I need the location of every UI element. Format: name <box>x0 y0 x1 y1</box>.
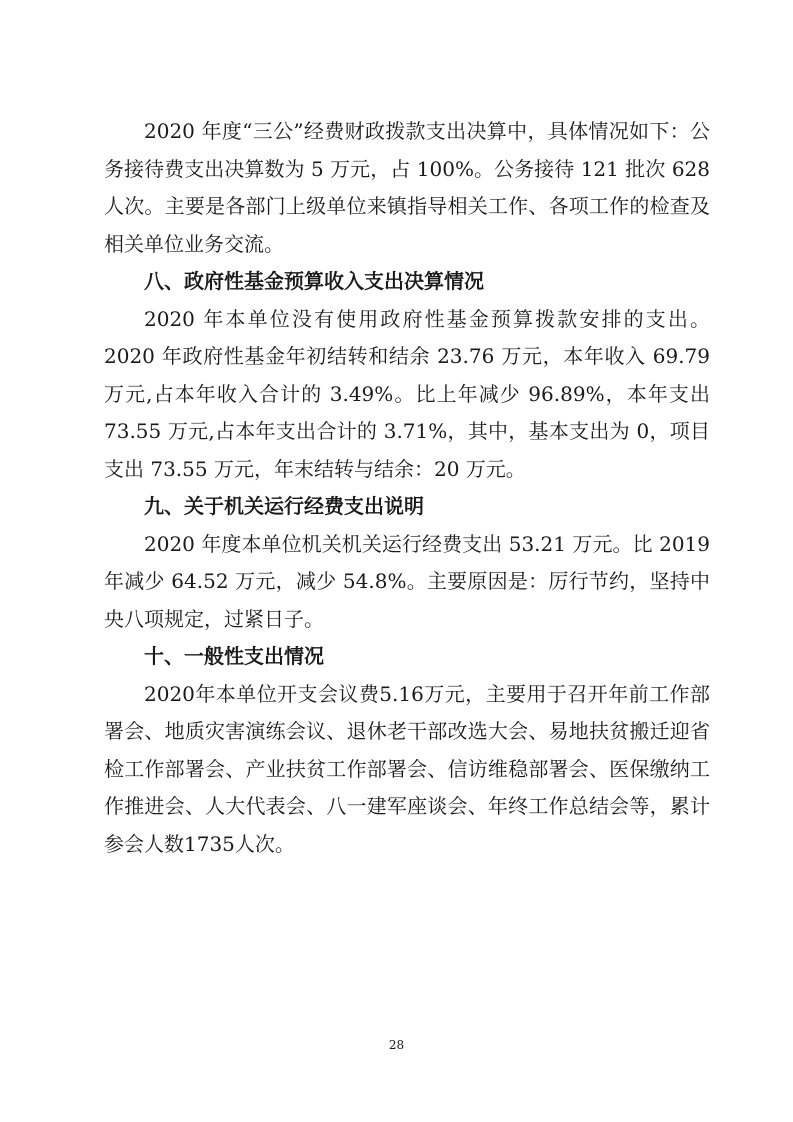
section-heading-general-expenses: 十、一般性支出情况 <box>144 644 324 668</box>
paragraph-government-fund: 2020 年本单位没有使用政府性基金预算拨款安排的支出。2020 年政府性基金年初结转和结余 23.76 万元，本年收入 69.79 万元,占本年收入合计的 3.49%。比上年减少 96.89%，本年支出 73.55 万元,占本年支出合计的 3.71%，其中，基本支出为 0，项目支出 73.55 万元，年末结转与结余：20 万元。 <box>104 306 710 481</box>
section-heading-government-fund: 八、政府性基金预算收入支出决算情况 <box>144 269 484 293</box>
paragraph-operating-expenses: 2020 年度本单位机关机关运行经费支出 53.21 万元。比 2019 年减少 64.52 万元，减少 54.8%。主要原因是：厉行节约，坚持中央八项规定，过紧日子。 <box>104 531 710 631</box>
paragraph-three-public-expenses: 2020 年度“三公”经费财政拨款支出决算中，具体情况如下：公务接待费支出决算数为 5 万元，占 100%。公务接待 121 批次 628 人次。主要是各部门上级单位来镇指导相关工作、各项工作的检查及相关单位业务交流。 <box>104 119 710 256</box>
paragraph-general-expenses: 2020年本单位开支会议费5.16万元，主要用于召开年前工作部署会、地质灾害演练会议、退休老干部改选大会、易地扶贫搬迁迎省检工作部署会、产业扶贫工作部署会、信访维稳部署会、医保缴纳工作推进会、人大代表会、八一建军座谈会、年终工作总结会等，累计参会人数1735人次。 <box>104 681 710 856</box>
document-body <box>104 113 710 863</box>
section-heading-operating-expenses: 九、关于机关运行经费支出说明 <box>144 494 424 518</box>
page-number: 28 <box>388 1038 405 1052</box>
